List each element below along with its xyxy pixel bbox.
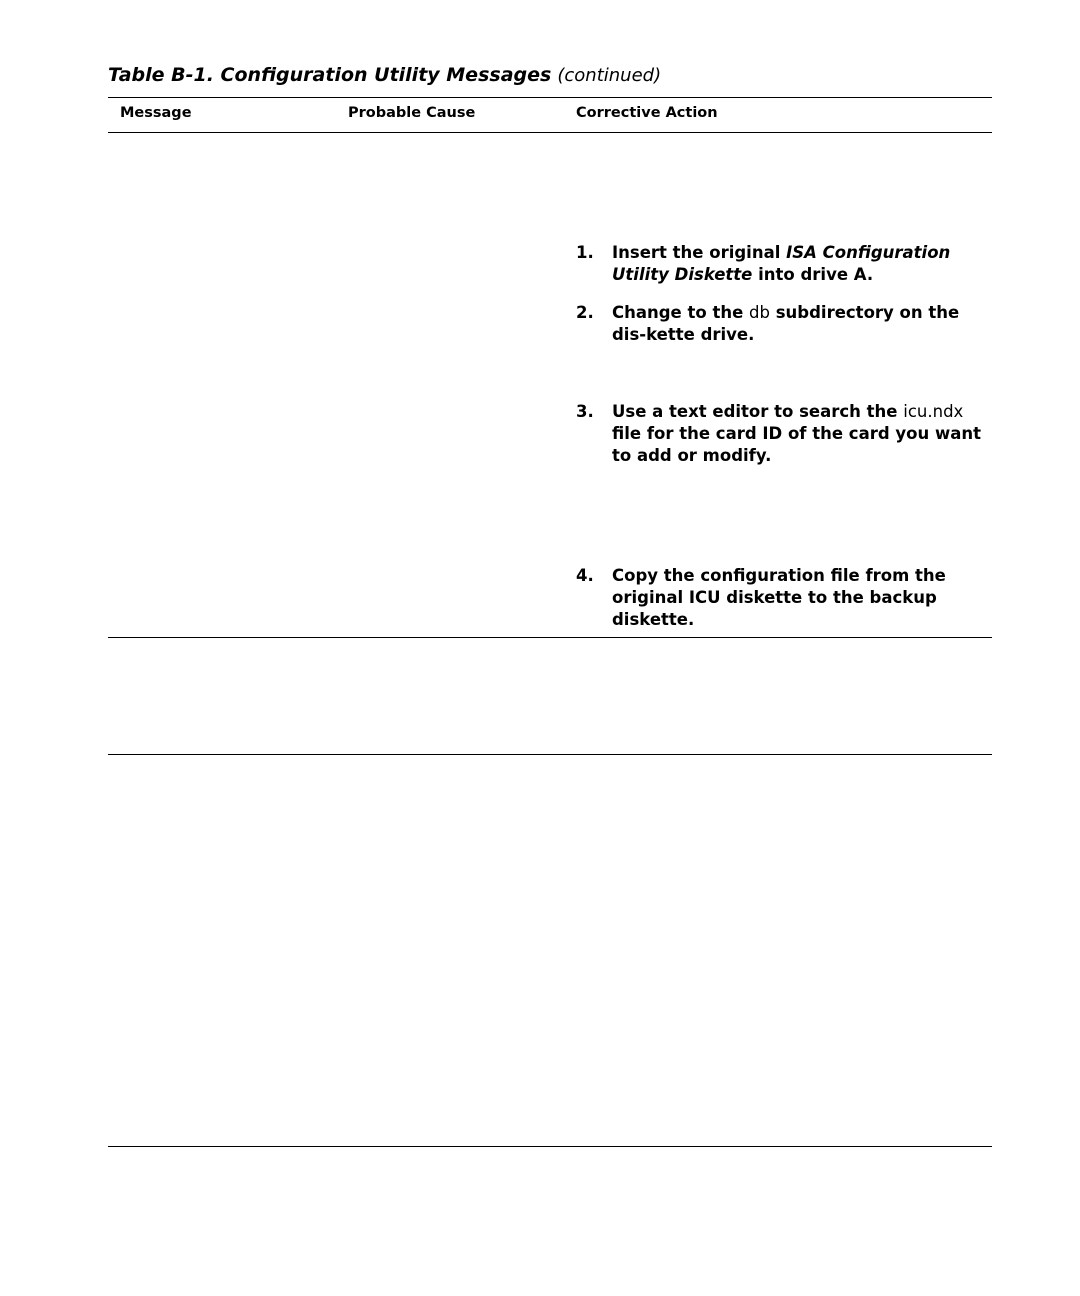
column-header-probable-cause: Probable Cause [348, 105, 476, 121]
table-title: Table B-1. Configuration Utility Messages [108, 64, 552, 86]
step-text: Change to the db subdirectory on the dis-kette drive. [612, 303, 960, 344]
corrective-step [576, 401, 986, 467]
table-continued-note: (continued) [557, 65, 662, 86]
file-name: icu.ndx [903, 402, 964, 421]
corrective-step [576, 242, 986, 286]
column-header-message: Message [120, 105, 192, 121]
row-divider [108, 754, 992, 755]
step-text: Use a text editor to search the icu.ndx file for the card ID of the card you want to add or modify. [612, 402, 982, 465]
table-caption [108, 64, 661, 86]
step-text: Insert the original ISA Configuration Utility Diskette into drive A. [612, 243, 951, 284]
table-top-rule [108, 97, 992, 98]
step-number: 3. [576, 402, 594, 421]
directory-name: db [749, 303, 770, 322]
header-rule [108, 132, 992, 133]
diskette-name: ISA Configuration Utility Diskette [612, 243, 951, 284]
corrective-step [576, 302, 986, 346]
step-number: 2. [576, 303, 594, 322]
column-header-corrective-action: Corrective Action [576, 105, 718, 121]
row-divider [108, 637, 992, 638]
row-divider [108, 1146, 992, 1147]
corrective-step [576, 565, 986, 631]
step-number: 1. [576, 243, 594, 262]
step-text: Copy the configuration file from the original ICU diskette to the backup diskette. [612, 566, 946, 629]
step-number: 4. [576, 566, 594, 585]
